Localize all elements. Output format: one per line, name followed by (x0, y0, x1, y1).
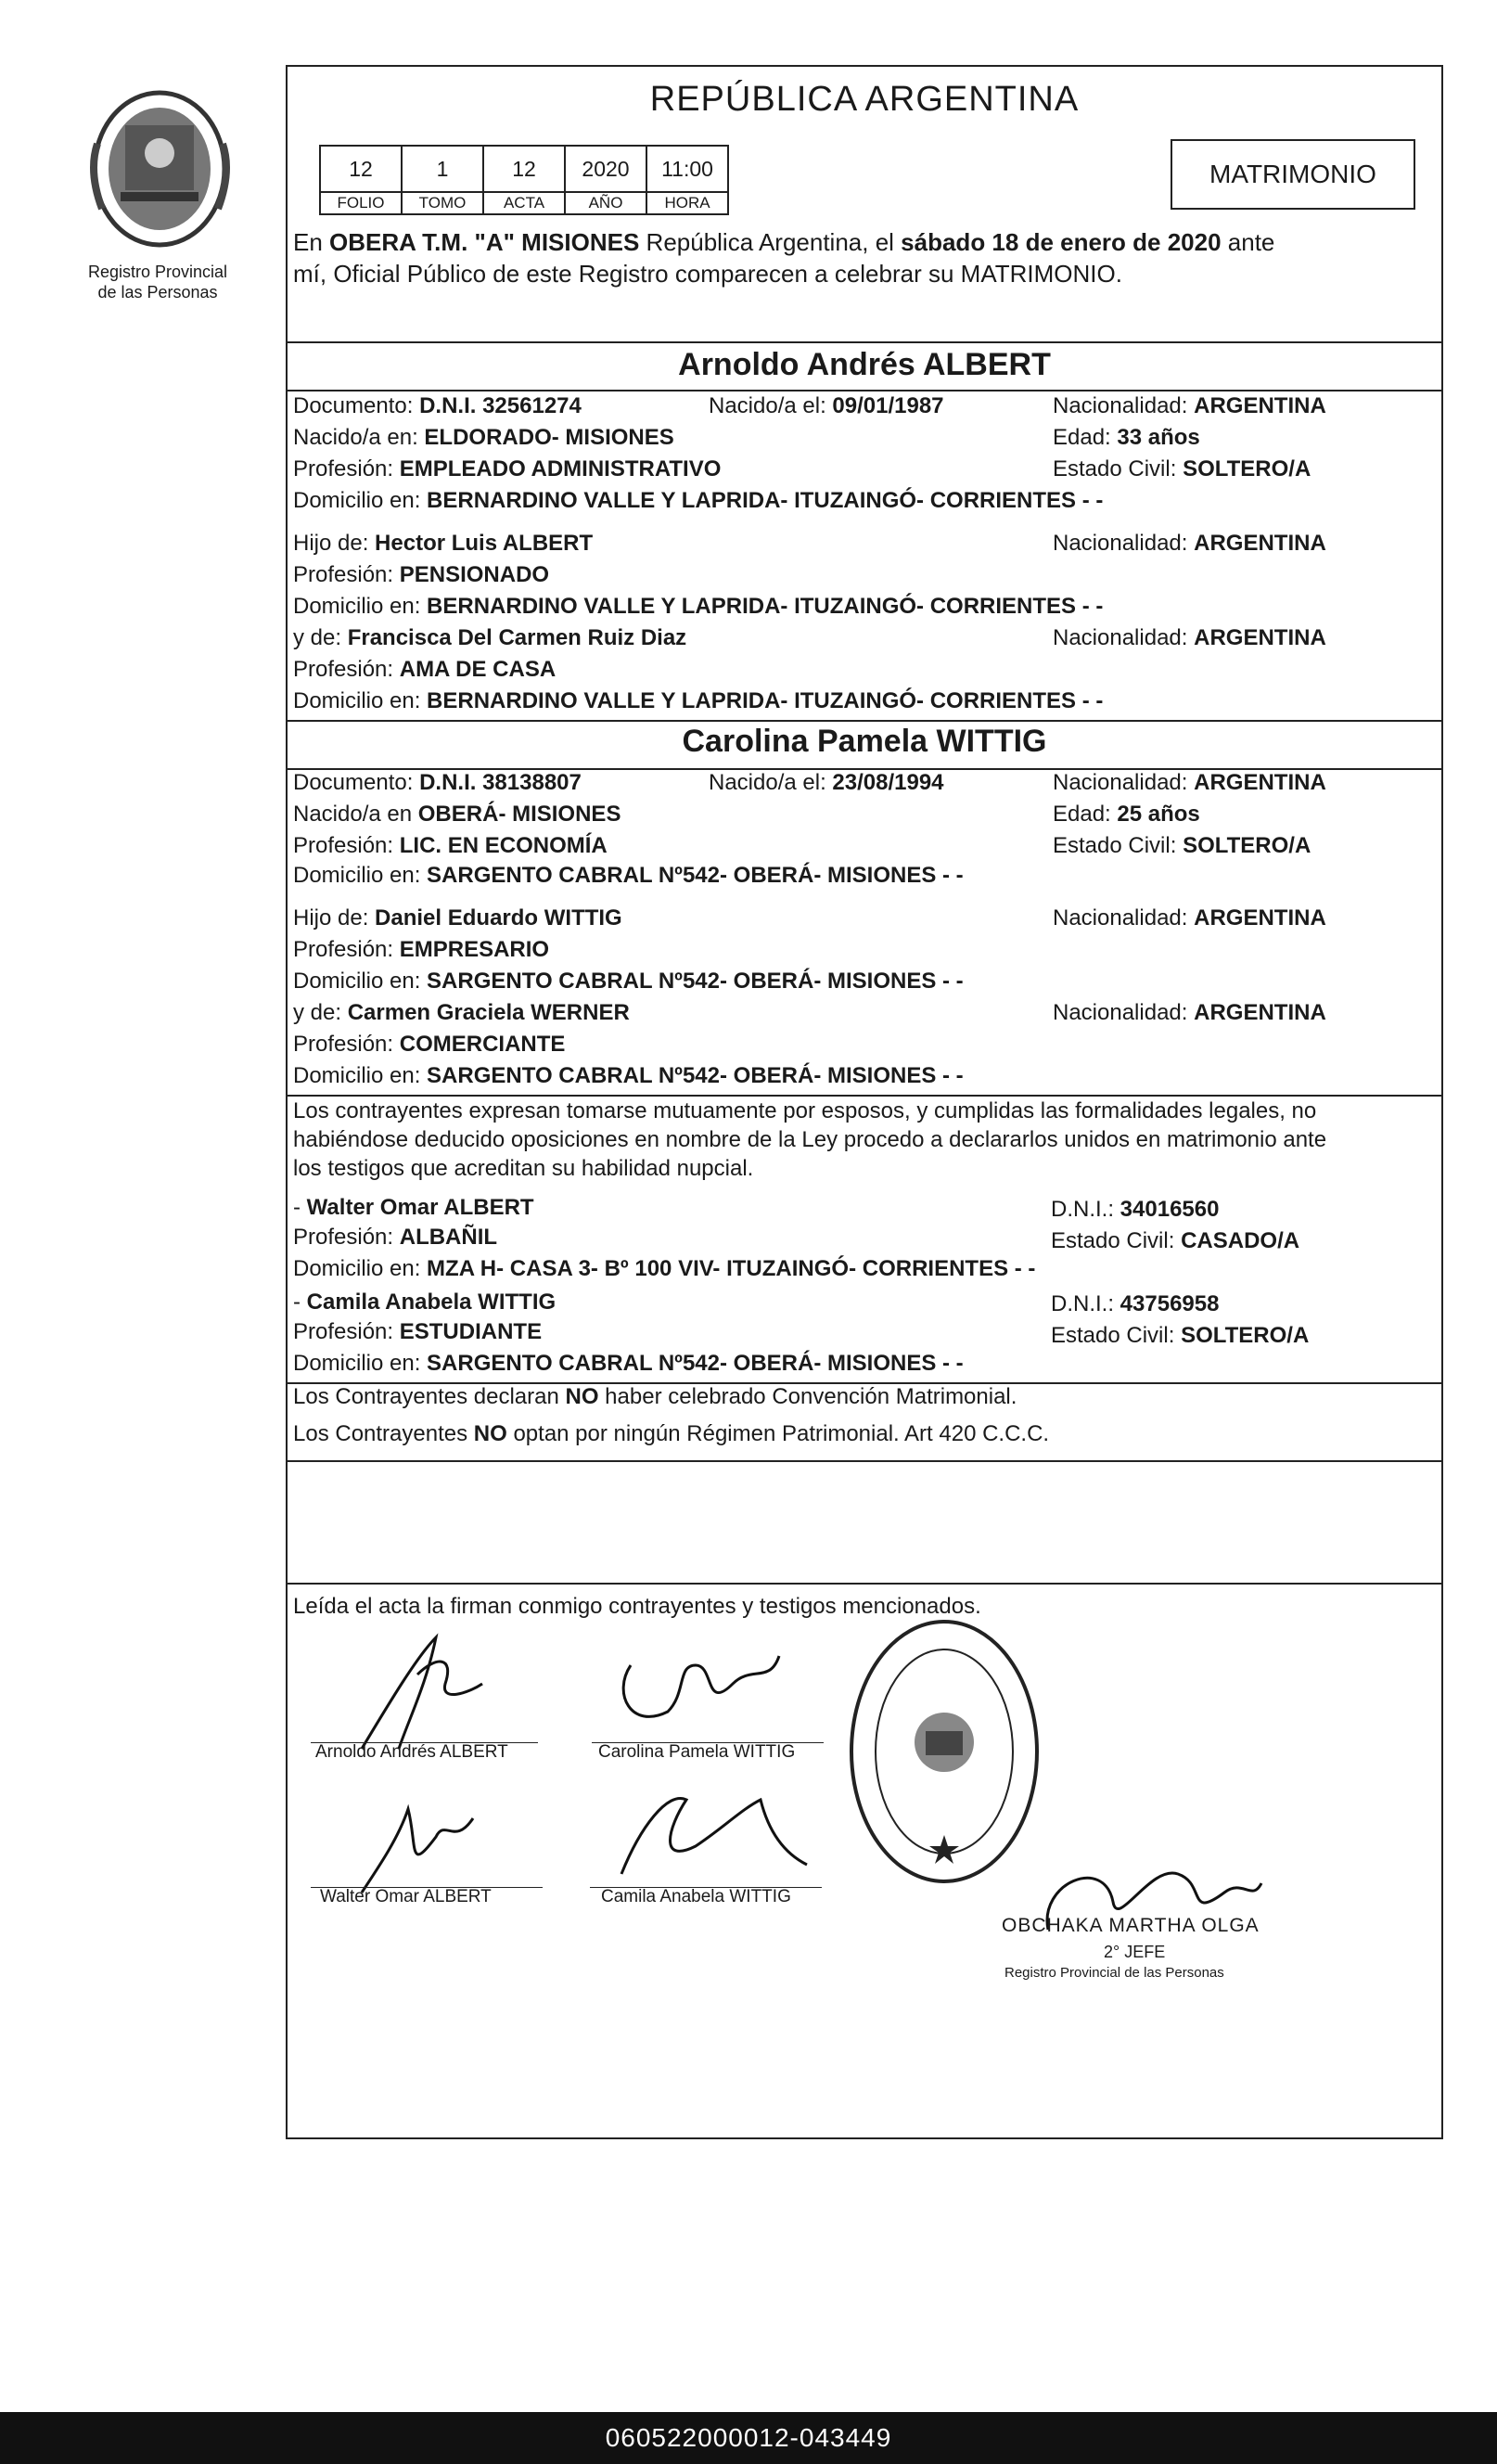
note-patrimonial-regime: Los Contrayentes NO optan por ningún Régimen Patrimonial. Art 420 C.C.C. (293, 1421, 1050, 1446)
divider (286, 390, 1443, 391)
intro-paragraph: En OBERA T.M. "A" MISIONES República Argentina, el sábado 18 de enero de 2020 ante mí, Oficial Público de este Registro comparecen a celebrar su MATRIMONIO. (293, 228, 1275, 288)
witness-2-signature-caption: Camila Anabela WITTIG (601, 1887, 791, 1906)
anio-label: AÑO (565, 192, 646, 214)
bride-nationality: Nacionalidad: ARGENTINA (1053, 770, 1326, 795)
official-role: 2° JEFE (1104, 1943, 1166, 1961)
divider (286, 1583, 1443, 1585)
groom-mother-profession: Profesión: AMA DE CASA (293, 657, 557, 682)
bride-name: Carolina Pamela WITTIG (682, 724, 1047, 759)
bride-civil-status: Estado Civil: SOLTERO/A (1053, 833, 1311, 858)
witness-1-signature (315, 1781, 529, 1902)
bride-signature (594, 1628, 807, 1749)
registry-header-table (319, 145, 729, 215)
witness-2-address: Domicilio en: SARGENTO CABRAL Nº542- OBERÁ- MISIONES - - (293, 1351, 964, 1376)
witness-1-profession: Profesión: ALBAÑIL (293, 1225, 498, 1250)
groom-mother: y de: Francisca Del Carmen Ruiz Diaz (293, 625, 687, 650)
note-convention: Los Contrayentes declaran NO haber celebrado Convención Matrimonial. (293, 1384, 1017, 1409)
groom-birthplace: Nacido/a en: ELDORADO- MISIONES (293, 425, 674, 450)
witness-1-civil-status: Estado Civil: CASADO/A (1051, 1228, 1300, 1253)
groom-signature (306, 1619, 547, 1758)
acta-label: ACTA (483, 192, 565, 214)
bride-father: Hijo de: Daniel Eduardo WITTIG (293, 905, 622, 930)
bride-mother: y de: Carmen Graciela WERNER (293, 1000, 630, 1025)
bride-father-nationality: Nacionalidad: ARGENTINA (1053, 905, 1326, 930)
bride-profession: Profesión: LIC. EN ECONOMÍA (293, 833, 608, 858)
groom-profession: Profesión: EMPLEADO ADMINISTRATIVO (293, 456, 722, 481)
bride-birthplace: Nacido/a en OBERÁ- MISIONES (293, 802, 621, 827)
groom-nationality: Nacionalidad: ARGENTINA (1053, 393, 1326, 418)
groom-signature-caption: Arnoldo Andrés ALBERT (315, 1742, 508, 1762)
bride-father-profession: Profesión: EMPRESARIO (293, 937, 550, 962)
groom-father-address: Domicilio en: BERNARDINO VALLE Y LAPRIDA- ITUZAINGÓ- CORRIENTES - - (293, 594, 1104, 619)
official-stamp-seal (842, 1612, 1046, 1891)
bride-address: Domicilio en: SARGENTO CABRAL Nº542- OBERÁ- MISIONES - - (293, 863, 964, 888)
bride-mother-nationality: Nacionalidad: ARGENTINA (1053, 1000, 1326, 1025)
divider (286, 720, 1443, 722)
groom-father-nationality: Nacionalidad: ARGENTINA (1053, 531, 1326, 556)
seal-caption: Registro Provincial de las Personas (87, 263, 228, 302)
witness-2-profession: Profesión: ESTUDIANTE (293, 1319, 543, 1344)
groom-address: Domicilio en: BERNARDINO VALLE Y LAPRIDA- ITUZAINGÓ- CORRIENTES - - (293, 488, 1104, 513)
official-name: OBCHAKA MARTHA OLGA (1002, 1915, 1260, 1936)
tomo-value: 1 (402, 146, 483, 192)
witness-2-dni: D.N.I.: 43756958 (1051, 1291, 1220, 1316)
witness-1-name: - Walter Omar ALBERT (293, 1195, 534, 1220)
bride-mother-profession: Profesión: COMERCIANTE (293, 1032, 566, 1057)
acta-value: 12 (483, 146, 565, 192)
act-type-box: MATRIMONIO (1171, 139, 1415, 210)
witness-2-signature (584, 1772, 825, 1893)
groom-father-profession: Profesión: PENSIONADO (293, 562, 550, 587)
document-id-footer: 060522000012-043449 (0, 2412, 1497, 2464)
divider (286, 1460, 1443, 1462)
groom-mother-nationality: Nacionalidad: ARGENTINA (1053, 625, 1326, 650)
declaration-paragraph: Los contrayentes expresan tomarse mutuamente por esposos, y cumplidas las formalidades legales, no habiéndose deducido oposiciones en nombre de la Ley procedo a declararlos unidos en matrimonio ante los testigos que acreditan su habilidad nupcial. (293, 1098, 1327, 1181)
hora-label: HORA (646, 192, 728, 214)
hora-value: 11:00 (646, 146, 728, 192)
groom-name: Arnoldo Andrés ALBERT (678, 347, 1051, 382)
groom-mother-address: Domicilio en: BERNARDINO VALLE Y LAPRIDA- ITUZAINGÓ- CORRIENTES - - (293, 688, 1104, 713)
groom-civil-status: Estado Civil: SOLTERO/A (1053, 456, 1311, 481)
folio-label: FOLIO (320, 192, 402, 214)
bride-age: Edad: 25 años (1053, 802, 1200, 827)
bride-father-address: Domicilio en: SARGENTO CABRAL Nº542- OBERÁ- MISIONES - - (293, 969, 964, 994)
groom-age: Edad: 33 años (1053, 425, 1200, 450)
bride-document: Documento: D.N.I. 38138807 (293, 770, 582, 795)
witness-2-name: - Camila Anabela WITTIG (293, 1290, 557, 1315)
anio-value: 2020 (565, 146, 646, 192)
bride-signature-caption: Carolina Pamela WITTIG (598, 1742, 796, 1762)
witness-2-civil-status: Estado Civil: SOLTERO/A (1051, 1323, 1310, 1348)
signature-intro: Leída el acta la firman conmigo contrayentes y testigos mencionados. (293, 1594, 981, 1619)
folio-value: 12 (320, 146, 402, 192)
groom-father: Hijo de: Hector Luis ALBERT (293, 531, 594, 556)
document-title: REPÚBLICA ARGENTINA (649, 80, 1080, 119)
groom-birthdate: Nacido/a el: 09/01/1987 (709, 393, 944, 418)
bride-mother-address: Domicilio en: SARGENTO CABRAL Nº542- OBERÁ- MISIONES - - (293, 1063, 964, 1088)
witness-1-address: Domicilio en: MZA H- CASA 3- Bº 100 VIV- ITUZAINGÓ- CORRIENTES - - (293, 1256, 1036, 1281)
groom-document: Documento: D.N.I. 32561274 (293, 393, 582, 418)
tomo-label: TOMO (402, 192, 483, 214)
official-organization: Registro Provincial de las Personas (1004, 1965, 1224, 1981)
divider (286, 341, 1443, 343)
witness-1-dni: D.N.I.: 34016560 (1051, 1197, 1220, 1222)
provincial-seal-logo (79, 88, 241, 250)
bride-birthdate: Nacido/a el: 23/08/1994 (709, 770, 944, 795)
witness-1-signature-caption: Walter Omar ALBERT (320, 1887, 492, 1906)
